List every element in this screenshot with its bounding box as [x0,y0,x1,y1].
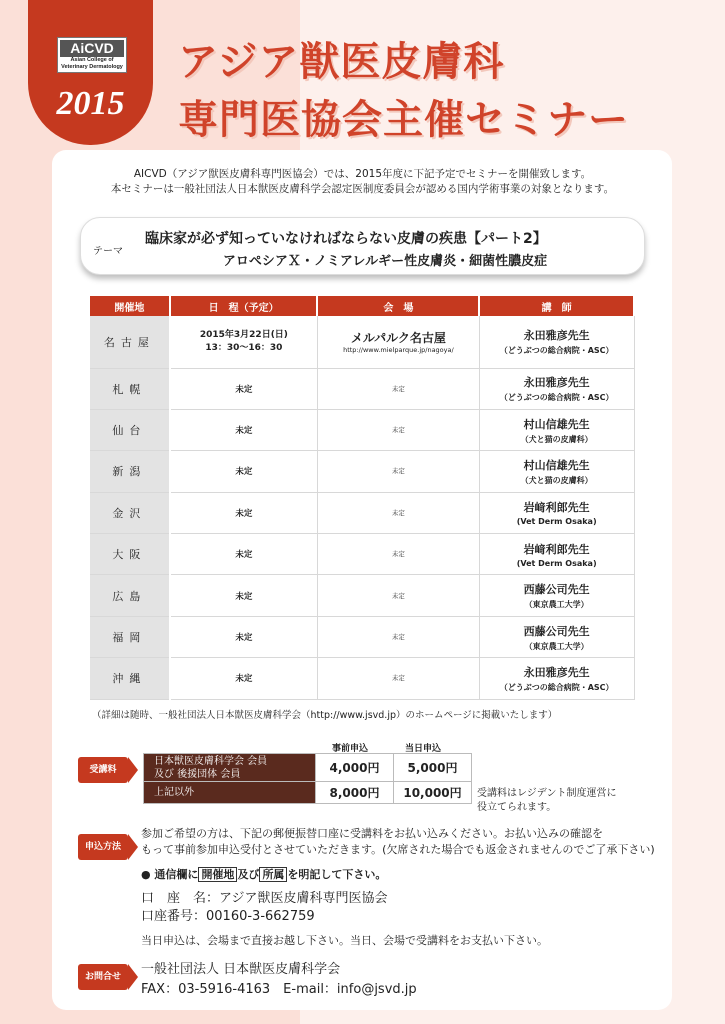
venue-cell [317,492,479,533]
venue-tbd: 未定 [391,674,405,683]
date-tbd: 未定 [235,633,253,644]
speaker-name: 永田雅彦先生 [523,665,590,679]
city-cell: 札幌 [90,368,170,409]
venue-cell [317,658,479,699]
date-tbd: 未定 [235,550,253,561]
schedule-table [90,296,635,700]
speaker-cell [479,534,634,575]
venue-tbd: 未定 [391,550,405,559]
city-cell: 大阪 [90,534,170,575]
apply-note-post: を明記して下さい。 [287,868,387,881]
date-tbd: 未定 [235,591,253,602]
apply-text [141,826,661,858]
sameday-note: 当日申込は、会場まで直接お越し下さい。当日、会場で受講料をお支払い下さい。 [141,934,548,947]
table-row [90,409,634,450]
date-tbd: 未定 [235,674,253,685]
venue-cell [317,616,479,657]
account-name: 口 座 名：アジア獣医皮膚科専門医協会 [141,891,388,906]
venue-tbd: 未定 [391,591,405,600]
date-cell [170,316,318,368]
venue-tbd: 未定 [391,508,405,517]
fee-member-sameday: 5,000円 [394,754,472,782]
venue-tbd: 未定 [391,633,405,642]
fee-other-sameday: 10,000円 [394,782,472,804]
fee-note [477,787,617,815]
fee-note-line2: 役立てられます。 [477,802,557,813]
fee-tag: 受講料 [78,757,128,783]
table-row [90,616,634,657]
city-cell: 金沢 [90,492,170,533]
header-date: 日 程（予定） [170,296,318,316]
date-tbd: 未定 [235,508,253,519]
fee-member-label2: 及び 後援団体 会員 [154,768,241,780]
table-row [90,534,634,575]
speaker-name: 西藤公司先生 [523,624,590,638]
venue-url[interactable]: http://www.mielparque.jp/nagoya/ [343,346,454,355]
apply-text-line1: 参加ご希望の方は、下記の郵便振替口座に受講料をお払い込みください。お払い込みの確認を [141,827,603,840]
logo-sub2: Veterinary Dermatology [61,64,123,70]
logo-subtitle [58,57,126,71]
city-cell: 福岡 [90,616,170,657]
contact-fax-email[interactable]: FAX：03-5916-4163 E-mail：info@jsvd.jp [141,982,417,997]
table-row [90,492,634,533]
date-tbd: 未定 [235,384,253,395]
speaker-name: 村山信雄先生 [523,458,590,472]
speaker-cell [479,451,634,492]
date-tbd: 未定 [235,426,253,437]
city-cell: 広島 [90,575,170,616]
theme-label: テーマ [93,246,123,257]
date-cell [170,575,318,616]
intro-line2: 本セミナーは一般社団法人日本獣医皮膚科学会認定医制度委員会が認める国内学術事業の対象となります。 [110,183,615,195]
date-day: 2015年3月22日(日) [199,329,288,340]
fee-head-sameday: 当日申込 [405,744,442,754]
table-row [90,368,634,409]
fee-other-label: 上記以外 [144,782,316,804]
fee-note-line1: 受講料はレジデント制度運営に [477,788,617,799]
fee-member-label [144,754,316,782]
fee-other-advance: 8,000円 [316,782,394,804]
contact-org: 一般社団法人 日本獣医皮膚科学会 [141,962,341,977]
fee-head-advance: 事前申込 [332,744,369,754]
venue-tbd: 未定 [391,426,405,435]
venue-cell [317,316,479,368]
venue-tbd: 未定 [391,467,405,476]
date-cell [170,368,318,409]
fee-member-advance: 4,000円 [316,754,394,782]
table-row [90,658,634,699]
apply-note-mid: 及び [237,868,260,881]
apply-note [141,866,386,882]
speaker-affiliation: （東京農工大学） [524,641,589,651]
apply-note-box-venue: 開催地 [198,867,237,882]
date-cell [170,451,318,492]
intro-line1: AICVD（アジア獣医皮膚科専門医協会）では、2015年度に下記予定でセミナーを開催致します。 [133,168,592,180]
table-row [90,316,634,368]
contact-tag: お問合せ [78,964,128,990]
aicvd-logo [57,37,127,73]
schedule-header-row [90,296,634,316]
contact-info [141,960,417,1000]
apply-text-line2: もって事前参加申込受付とさせていただきます。(欠席された場合でも返金されませんのでご了承下さい) [141,843,655,856]
year-text: 2015 [56,85,125,122]
speaker-cell [479,368,634,409]
logo-text: AiCVD [60,40,124,57]
speaker-cell [479,316,634,368]
date-cell [170,492,318,533]
speaker-affiliation: （東京農工大学） [524,600,589,610]
venue-tbd: 未定 [391,384,405,393]
speaker-name: 岩﨑利郎先生 [523,542,590,556]
speaker-affiliation: （どうぶつの総合病院・ASC） [499,682,614,692]
theme-box [80,217,645,275]
city-cell: 新潟 [90,451,170,492]
fee-row-other [144,782,472,804]
date-tbd: 未定 [235,467,253,478]
header-city: 開催地 [90,296,170,316]
speaker-name: 西藤公司先生 [523,583,590,597]
table-row [90,575,634,616]
theme-topics: アロペシアＸ・ノミアレルギー性皮膚炎・細菌性膿皮症 [222,254,548,269]
speaker-affiliation: （どうぶつの総合病院・ASC） [499,346,614,356]
date-cell [170,658,318,699]
details-note: （詳細は随時、一般社団法人日本獣医皮膚科学会（http://www.jsvd.jp）のホームページに掲載いたします） [92,710,558,721]
header-speaker: 講 師 [479,296,634,316]
speaker-cell [479,575,634,616]
title-line2: 専門医協会主催セミナー [178,97,629,143]
apply-note-box-affiliation: 所属 [259,867,287,882]
date-time: 13：30〜16：30 [205,342,283,353]
city-cell: 名古屋 [90,316,170,368]
speaker-cell [479,492,634,533]
header-venue: 会 場 [317,296,479,316]
venue-name: メルパルク名古屋 [350,331,446,346]
speaker-cell [479,409,634,450]
speaker-affiliation: (Vet Derm Osaka) [516,558,597,568]
speaker-affiliation: （犬と猫の皮膚科） [520,434,593,444]
speaker-cell [479,616,634,657]
date-cell [170,616,318,657]
account-info [141,890,387,926]
city-cell: 仙台 [90,409,170,450]
venue-cell [317,575,479,616]
speaker-affiliation: （犬と猫の皮膚科） [520,475,593,485]
apply-note-pre: ● 通信欄に [141,868,199,881]
apply-tag: 申込方法 [78,834,128,860]
city-cell: 沖縄 [90,658,170,699]
speaker-affiliation: (Vet Derm Osaka) [516,517,597,527]
venue-cell [317,534,479,575]
speaker-name: 岩﨑利郎先生 [523,501,590,515]
speaker-cell [479,658,634,699]
fee-member-label1: 日本獣医皮膚科学会 会員 [154,755,268,767]
fee-row-member [144,754,472,782]
venue-cell [317,409,479,450]
speaker-name: 村山信雄先生 [523,417,590,431]
venue-cell [317,451,479,492]
intro-text [60,167,665,197]
logo-sub1: Asian College of [70,57,114,63]
speaker-name: 永田雅彦先生 [523,376,590,390]
venue-cell [317,368,479,409]
speaker-affiliation: （どうぶつの総合病院・ASC） [499,393,614,403]
date-cell [170,409,318,450]
table-row [90,451,634,492]
date-cell [170,534,318,575]
account-number: 口座番号：00160-3-662759 [141,909,315,924]
title-line1: アジア獣医皮膚科 [178,39,505,85]
theme-title: 臨床家が必ず知っていなければならない皮膚の疾患【パート2】 [145,231,547,247]
fee-table [143,753,472,804]
speaker-name: 永田雅彦先生 [523,329,590,343]
